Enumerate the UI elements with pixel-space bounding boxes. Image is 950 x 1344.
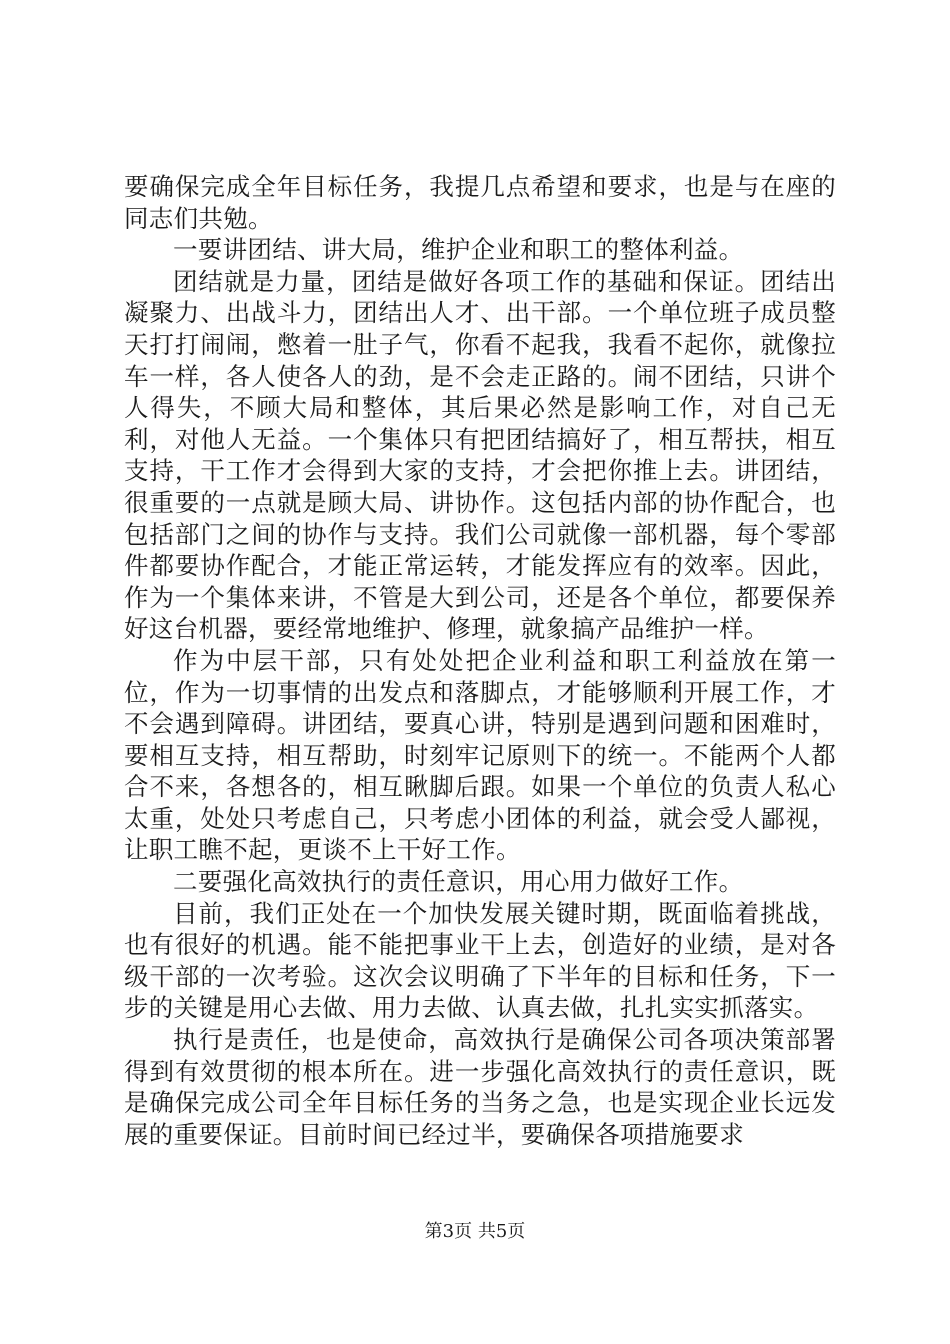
paragraph-execution-responsibility: 执行是责任，也是使命，高效执行是确保公司各项决策部署得到有效贯彻的根本所在。进一步强化高效执行的责任意识，既是确保完成公司全年目标任务的当务之急，也是实现企业长远发展的重要保证。目前时间已经过半，要确保各项措施要求 bbox=[124, 1025, 836, 1149]
paragraph-middle-managers: 作为中层干部，只有处处把企业利益和职工利益放在第一位，作为一切事情的出发点和落脚点，才能够顺利开展工作，才不会遇到障碍。讲团结，要真心讲，特别是遇到问题和困难时，要相互支持，相互帮助，时刻牢记原则下的统一。不能两个人都合不来，各想各的，相互瞅脚后跟。如果一个单位的负责人私心太重，处处只考虑自己，只考虑小团体的利益，就会受人鄙视，让职工瞧不起，更谈不上干好工作。 bbox=[124, 645, 836, 865]
paragraph-continuation: 要确保完成全年目标任务，我提几点希望和要求，也是与在座的同志们共勉。 bbox=[124, 172, 836, 233]
page-number-footer: 第3页 共5页 bbox=[424, 1221, 526, 1242]
section-heading-execution: 二要强化高效执行的责任意识，用心用力做好工作。 bbox=[173, 867, 744, 897]
paragraph-current-period: 目前，我们正处在一个加快发展关键时期，既面临着挑战，也有很好的机遇。能不能把事业干上去，创造好的业绩，是对各级干部的一次考验。这次会议明确了下半年的目标和任务，下一步的关键是用心去做、用力去做、认真去做，扎扎实实抓落实。 bbox=[124, 898, 836, 1023]
paragraph-unity-strength: 团结就是力量，团结是做好各项工作的基础和保证。团结出凝聚力、出战斗力，团结出人才、出干部。一个单位班子成员整天打打闹闹，憋着一肚子气，你看不起我，我看不起你，就像拉车一样，各人使各人的劲，是不会走正路的。闹不团结，只讲个人得失，不顾大局和整体，其后果必然是影响工作，对自己无利，对他人无益。一个集体只有把团结搞好了，相互帮扶，相互支持，干工作才会得到大家的支持，才会把你推上去。讲团结，很重要的一点就是顾大局、讲协作。这包括内部的协作配合，也包括部门之间的协作与支持。我们公司就像一部机器，每个零部件都要协作配合，才能正常运转，才能发挥应有的效率。因此，作为一个集体来讲，不管是大到公司，还是各个单位，都要保养好这台机器，要经常地维护、修理，就象搞产品维护一样。 bbox=[124, 266, 836, 644]
section-heading-unity: 一要讲团结、讲大局，维护企业和职工的整体利益。 bbox=[173, 235, 744, 265]
body-text bbox=[124, 171, 836, 1150]
